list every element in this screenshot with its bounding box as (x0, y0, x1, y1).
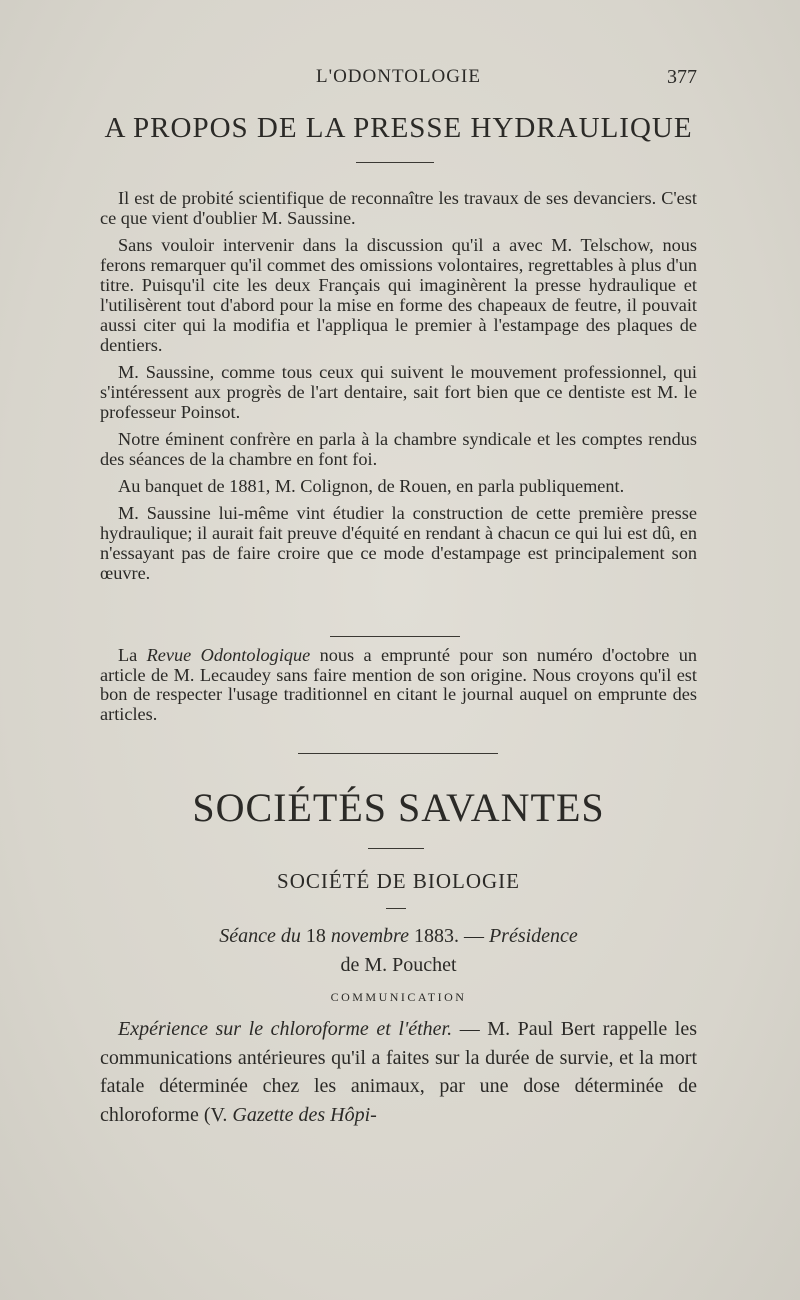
paragraph: M. Saussine lui-même vint étudier la construction de cette première presse hydraulique; il aurait fait preuve d'équité en rendant à chacun ce qui lui est dû, en n'essayant pas de faire croire que ce mode d'estampage est principalement son œuvre. (100, 503, 697, 583)
section-title-rule (368, 848, 424, 849)
note-paragraph (100, 646, 697, 724)
seance-day: 18 (300, 925, 331, 947)
paragraph: Sans vouloir intervenir dans la discussion qu'il a avec M. Telschow, nous ferons remarquer qu'il commet des omissions volontaires, regrettables à plus d'un titre. Puisqu'il cite les deux Français qui imaginèrent la presse hydraulique et l'utilisèrent tout d'abord pour la mise en forme des chapeaux de feutre, il pouvait aussi citer qui la modifia et l'appliqua le premier à l'estampage des plaques de dentiers. (100, 235, 697, 355)
paragraph: Notre éminent confrère en parla à la chambre syndicale et les comptes rendus des séances de la chambre en font foi. (100, 429, 697, 469)
note-prefix: La (118, 645, 147, 665)
society-rule (386, 908, 406, 909)
section-rule (330, 636, 460, 637)
running-title: L'ODONTOLOGIE (316, 66, 481, 87)
seance-heading (100, 922, 697, 980)
seance-line-2: de M. Pouchet (340, 954, 457, 976)
journal-name: Revue Odontologique (146, 645, 311, 665)
paragraph: Au banquet de 1881, M. Colignon, de Rouen, en parla publiquement. (118, 476, 625, 496)
communication-label: COMMUNICATION (330, 990, 467, 1004)
running-head (100, 66, 697, 90)
experiment-title: Expérience sur le chloroforme et l'éther. (118, 1018, 453, 1040)
paragraph: Il est de probité scientifique de reconnaître les travaux de ses devanciers. C'est ce que vient d'oublier M. Saussine. (100, 188, 697, 228)
article-title: A PROPOS DE LA PRESSE HYDRAULIQUE (104, 112, 693, 144)
divider-rule (298, 753, 498, 754)
title-rule (356, 162, 434, 163)
communication-text: — M. Paul Bert rappelle les communications antérieures qu'il a faites sur la durée de survie, et la mort fatale déterminée chez les animaux, par une dose déterminée de chloroforme (V. (100, 1018, 697, 1126)
seance-year: 1883. — (408, 925, 489, 947)
seance-month: novembre (330, 925, 409, 947)
section-title: SOCIÉTÉS SAVANTES (192, 785, 605, 830)
society-title: SOCIÉTÉ DE BIOLOGIE (277, 869, 520, 893)
page-number: 377 (667, 66, 697, 88)
article-body (100, 188, 697, 583)
seance-line-1 (100, 922, 697, 951)
presidence-label: Présidence (488, 925, 578, 947)
seance-label: Séance du (219, 925, 301, 947)
paragraph: M. Saussine, comme tous ceux qui suivent le mouvement professionnel, qui s'intéressent aux progrès de l'art dentaire, sait fort bien que ce dentiste est M. le professeur Poinsot. (100, 362, 697, 422)
note-text: nous a emprunté pour son numéro d'octobre un article de M. Lecaudey sans faire mention de son origine. Nous croyons qu'il est bon de respecter l'usage traditionnel en citant le journal auquel on emprunte des articles. (100, 645, 697, 724)
communication-body (100, 1015, 697, 1129)
communication-paragraph (100, 1015, 697, 1129)
editorial-note (100, 646, 697, 724)
gazette-reference: Gazette des Hôpi- (232, 1103, 377, 1126)
